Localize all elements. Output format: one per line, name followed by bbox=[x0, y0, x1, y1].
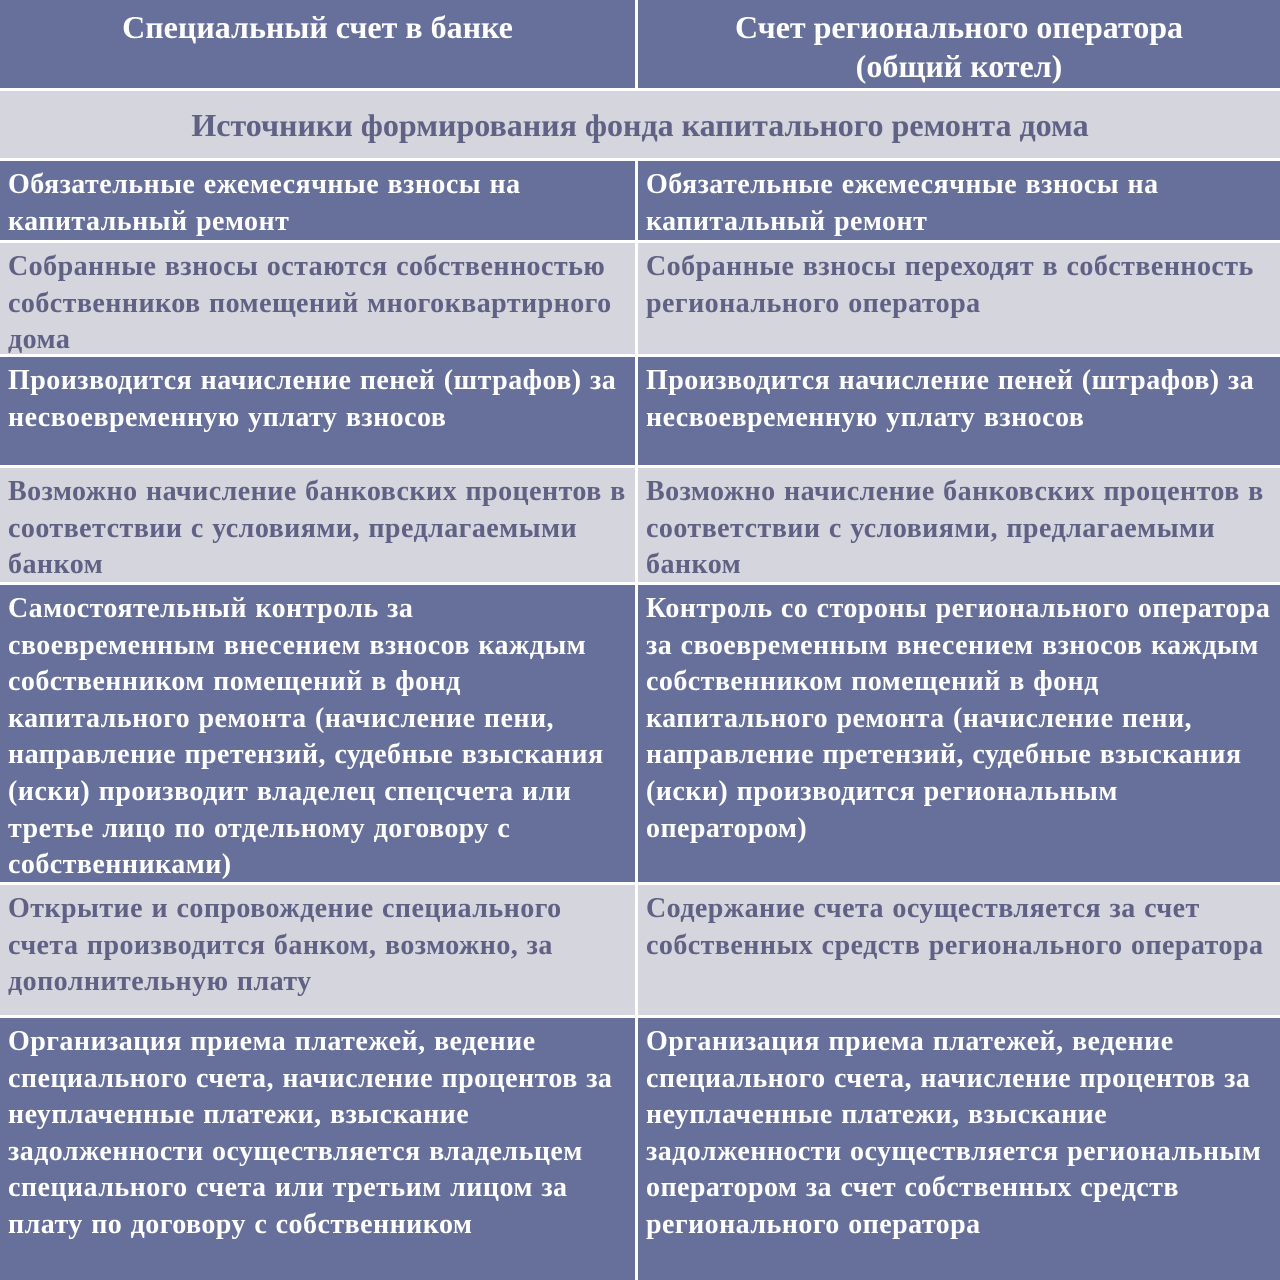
row-6-right: Содержание счета осуществляется за счет собственных средств регионального оператора bbox=[638, 885, 1280, 1015]
row-2-left: Собранные взносы остаются собственностью собственников помещений многоквартирного дома bbox=[0, 243, 638, 354]
header-regional-operator bbox=[638, 0, 1280, 88]
table-row bbox=[0, 468, 1280, 582]
table-row bbox=[0, 243, 1280, 354]
row-2-right: Собранные взносы переходят в собственность регионального оператора bbox=[638, 243, 1280, 354]
row-3-right: Производится начисление пеней (штрафов) за несвоевременную уплату взносов bbox=[638, 357, 1280, 465]
table-row bbox=[0, 161, 1280, 240]
row-1-right: Обязательные ежемесячные взносы на капитальный ремонт bbox=[638, 161, 1280, 240]
table-row bbox=[0, 885, 1280, 1015]
row-1-left: Обязательные ежемесячные взносы на капитальный ремонт bbox=[0, 161, 638, 240]
header-special-account bbox=[0, 0, 638, 88]
row-5-right: Контроль со стороны регионального оператора за своевременным внесением взносов каждым собственником помещений в фонд капитального ремонта (начисление пени, направление претензий, судебные взыскания (иски) производится региональным оператором) bbox=[638, 585, 1280, 882]
section-title: Источники формирования фонда капитального ремонта дома bbox=[0, 91, 1280, 158]
row-5-left: Самостоятельный контроль за своевременным внесением взносов каждым собственником помещений в фонд капитального ремонта (начисление пени, направление претензий, судебные взыскания (иски) производит владелец спецсчета или третье лицо по отдельному договору с собственниками) bbox=[0, 585, 638, 882]
header-right-label: Счет регионального оператора (общий котел) bbox=[734, 9, 1184, 84]
row-4-left: Возможно начисление банковских процентов в соответствии с условиями, предлагаемыми банком bbox=[0, 468, 638, 582]
table-row bbox=[0, 1018, 1280, 1280]
table-row bbox=[0, 357, 1280, 465]
row-7-right: Организация приема платежей, ведение специального счета, начисление процентов за неуплаченные платежи, взыскание задолженности осуществляется региональным оператором за счет собственных средств регионального оператора bbox=[638, 1018, 1280, 1280]
row-4-right: Возможно начисление банковских процентов в соответствии с условиями, предлагаемыми банком bbox=[638, 468, 1280, 582]
row-3-left: Производится начисление пеней (штрафов) за несвоевременную уплату взносов bbox=[0, 357, 638, 465]
row-7-left: Организация приема платежей, ведение специального счета, начисление процентов за неуплаченные платежи, взыскание задолженности осуществляется владельцем специального счета или третьим лицом за плату по договору с собственником bbox=[0, 1018, 638, 1280]
row-6-left: Открытие и сопровождение специального счета производится банком, возможно, за дополнительную плату bbox=[0, 885, 638, 1015]
header-left-label: Специальный счет в банке bbox=[122, 9, 513, 45]
table-header bbox=[0, 0, 1280, 88]
table-row bbox=[0, 585, 1280, 882]
